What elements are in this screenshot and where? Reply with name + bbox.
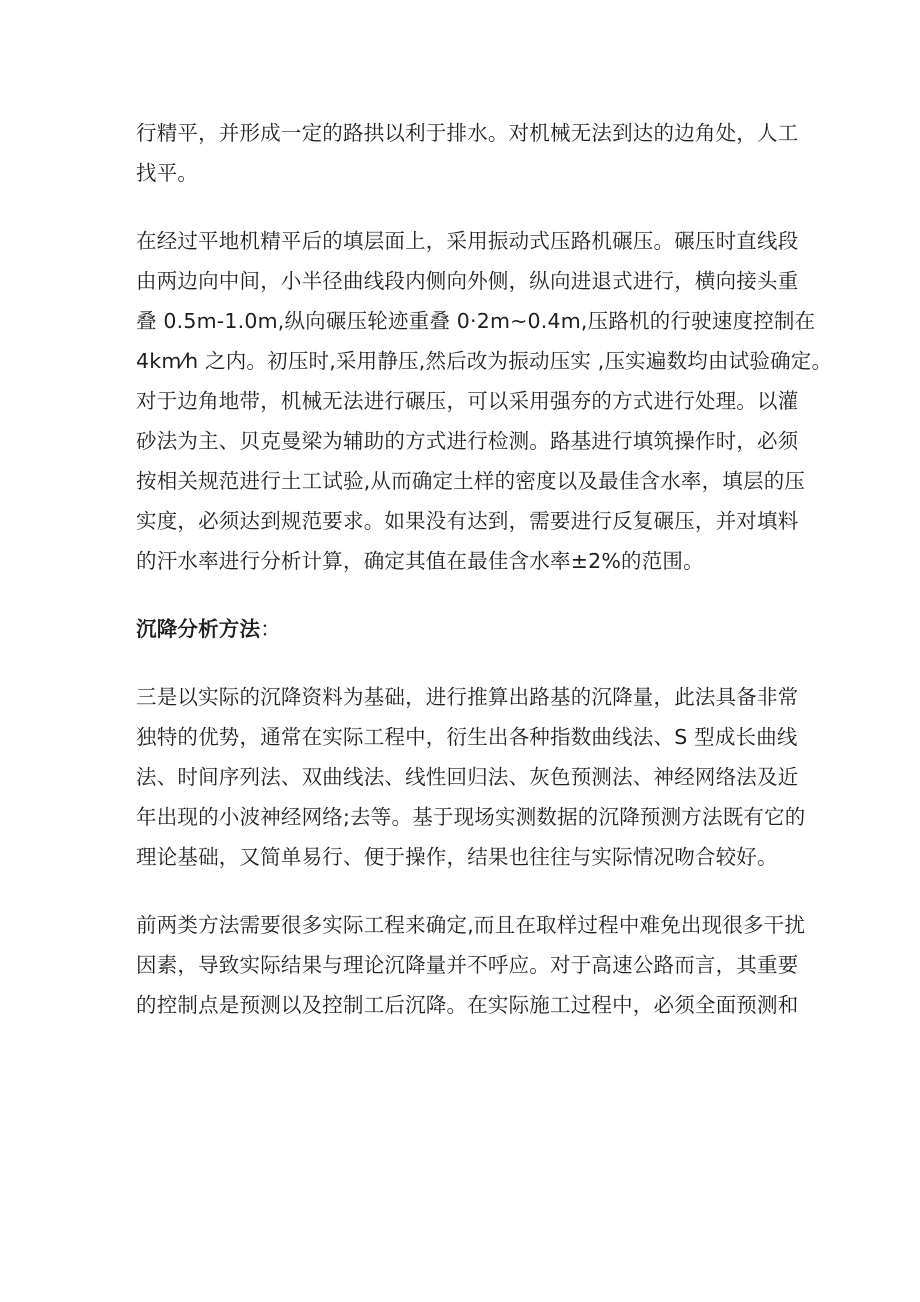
paragraph-3 [136,677,806,877]
text-line: 的汗水率进行分析计算，确定其值在最佳含水率±2%的范围。 [136,549,704,573]
text-line: 前两类方法需要很多实际工程来确定,而且在取样过程中难免出现很多干扰 [136,913,806,937]
text-line: 年出现的小波神经网络;去等。基于现场实测数据的沉降预测方法既有它的 [136,805,806,829]
text-line: 砂法为主、贝克曼梁为辅助的方式进行检测。路基进行填筑操作时，必须 [136,429,799,453]
section-heading [136,609,786,649]
text-line: 找平。 [136,161,199,185]
text-line: 叠 0.5m-1.0m,纵向碾压轮迹重叠 0·2m~0.4m,压路机的行驶速度控制在 [136,309,816,333]
document-body [136,113,833,1053]
text-line: 三是以实际的沉降资料为基础，进行推算出路基的沉降量，此法具备非常 [136,685,799,709]
text-line: 对于边角地带，机械无法进行碾压，可以采用强夯的方式进行处理。以灌 [136,389,799,413]
text-line: 独特的优势，通常在实际工程中，衍生出各种指数曲线法、S 型成长曲线 [136,725,798,749]
text-line: 因素，导致实际结果与理论沉降量并不呼应。对于高速公路而言，其重要 [136,953,799,977]
paragraph-4 [136,905,806,1025]
text-line: 法、时间序列法、双曲线法、线性回归法、灰色预测法、神经网络法及近 [136,765,799,789]
text-line: 4km⁄h 之内。初压时,采用静压,然后改为振动压实 ,压实遍数均由试验确定。 [136,349,833,373]
text-line: 理论基础，又简单易行、便于操作，结果也往往与实际情况吻合较好。 [136,845,778,869]
text-line: 实度，必须达到规范要求。如果没有达到，需要进行反复碾压，并对填料 [136,509,799,533]
section-heading-colon: ： [260,617,281,641]
paragraph-2 [136,221,833,581]
paragraph-1 [136,113,799,193]
text-line: 由两边向中间，小半径曲线段内侧向外侧，纵向进退式进行，横向接头重 [136,269,799,293]
text-line: 按相关规范进行土工试验,从而确定土样的密度以及最佳含水率，填层的压 [136,469,806,493]
text-line: 行精平，并形成一定的路拱以利于排水。对机械无法到达的边角处，人工 [136,121,799,145]
text-line: 的控制点是预测以及控制工后沉降。在实际施工过程中，必须全面预测和 [136,993,799,1017]
section-heading-title: 沉降分析方法 [136,617,261,641]
text-line: 在经过平地机精平后的填层面上，采用振动式压路机碾压。碾压时直线段 [136,229,799,253]
